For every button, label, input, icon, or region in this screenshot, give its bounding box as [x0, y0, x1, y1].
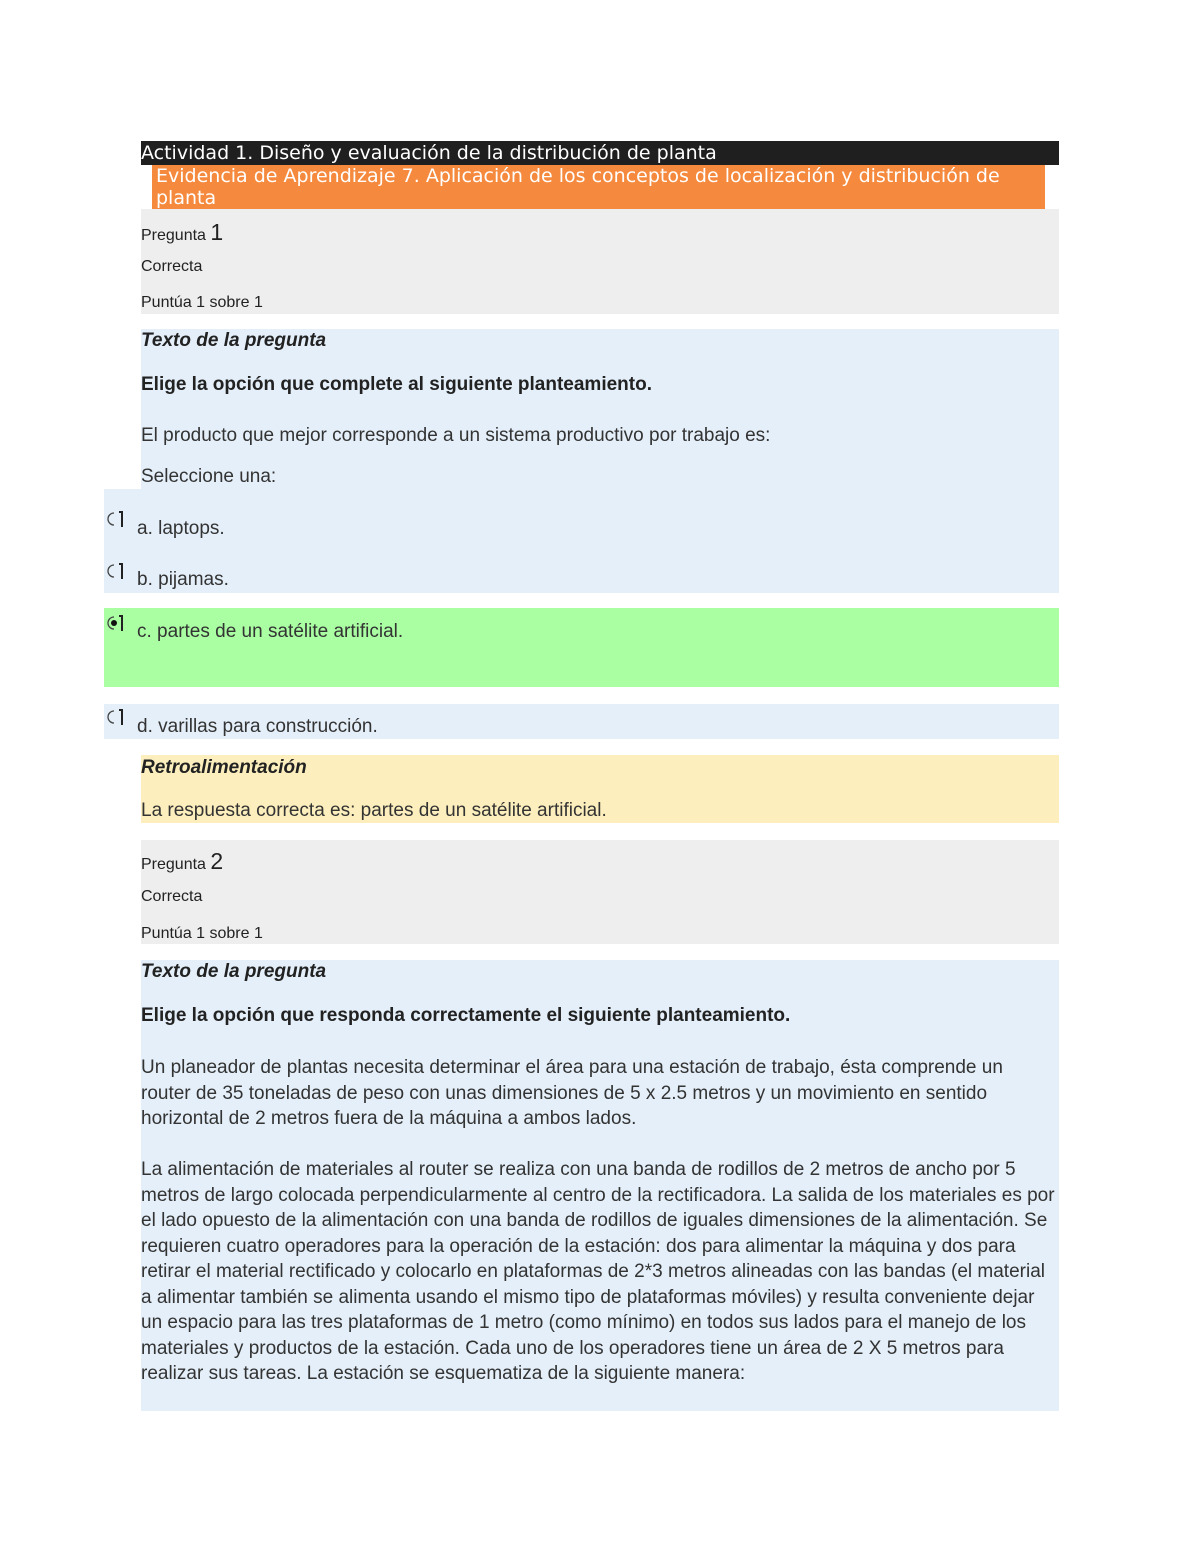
question-1-score: Puntúa 1 sobre 1 [141, 294, 263, 311]
question-1-prompt: El producto que mejor corresponde a un sistema productivo por trabajo es: [141, 425, 771, 446]
radio-checked-icon [106, 614, 126, 634]
question-2-instruction: Elige la opción que responda correctamente el siguiente planteamiento. [141, 1005, 791, 1026]
option-d-radio[interactable] [106, 708, 126, 733]
question-2-text-heading: Texto de la pregunta [141, 961, 327, 982]
option-b[interactable]: b. pijamas. [137, 569, 229, 590]
question-label-text: Pregunta [141, 856, 206, 873]
question-number: 2 [210, 848, 224, 874]
question-1-select-label: Seleccione una: [141, 466, 277, 487]
question-1-status: Correcta [141, 258, 203, 275]
question-1-info [141, 209, 1059, 314]
question-2-status: Correcta [141, 888, 203, 905]
question-2-info [141, 840, 1059, 944]
option-c[interactable]: c. partes de un satélite artificial. [137, 621, 404, 642]
activity-title: Actividad 1. Diseño y evaluación de la distribución de planta [141, 142, 717, 164]
option-a-radio[interactable] [106, 510, 126, 535]
feedback-heading: Retroalimentación [141, 757, 307, 778]
radio-unchecked-icon [106, 562, 126, 582]
radio-unchecked-icon [106, 510, 126, 530]
question-2-score: Puntúa 1 sobre 1 [141, 925, 263, 942]
option-b-radio[interactable] [106, 562, 126, 587]
option-a[interactable]: a. laptops. [137, 518, 225, 539]
activity-title-bar [141, 141, 1059, 165]
question-1-text-block [141, 329, 1059, 593]
feedback-text: La respuesta correcta es: partes de un satélite artificial. [141, 800, 607, 821]
radio-unchecked-icon [106, 708, 126, 728]
option-c-correct-highlight [104, 608, 1059, 687]
question-label-text: Pregunta [141, 227, 206, 244]
option-d[interactable]: d. varillas para construcción. [137, 716, 378, 737]
evidence-title: Evidencia de Aprendizaje 7. Aplicación de los conceptos de localización y distribución de planta [156, 165, 1000, 209]
question-2-paragraph-1: Un planeador de plantas necesita determinar el área para una estación de trabajo, ésta comprende un router de 35 toneladas de peso con unas dimensiones de 5 x 2.5 metros y un movimiento en sentido horizontal de 2 metros fuera de la máquina a ambos lados. [141, 1057, 1003, 1129]
question-1-instruction: Elige la opción que complete al siguiente planteamiento. [141, 374, 652, 395]
question-2-paragraph-2: La alimentación de materiales al router se realiza con una banda de rodillos de 2 metros de ancho por 5 metros de largo colocada perpendicularmente al centro de la rectificadora. La salida de los materiales es por el lado opuesto de la alimentación con una banda de rodillos de iguales dimensiones de la alimentación. Se requieren cuatro operadores para la operación de la estación: dos para alimentar la máquina y dos para retirar el material rectificado y colocarlo en plataformas de 2*3 metros alineadas con las bandas (el material a alimentar también se alimenta usando el mismo tipo de plataformas móviles) y resulta conveniente dejar un espacio para las tres plataformas de 1 metro (como mínimo) en todos sus lados para el manejo de los materiales y productos de la estación. Cada uno de los operadores tiene un área de 2 X 5 metros para realizar sus tareas. La estación se esquematiza de la siguiente manera: [141, 1159, 1055, 1384]
question-1-text-heading: Texto de la pregunta [141, 330, 327, 351]
question-1-label [141, 219, 223, 246]
evidence-title-bar [152, 165, 1045, 209]
question-number: 1 [210, 219, 224, 245]
option-c-radio[interactable] [106, 614, 126, 639]
question-2-label [141, 848, 223, 875]
